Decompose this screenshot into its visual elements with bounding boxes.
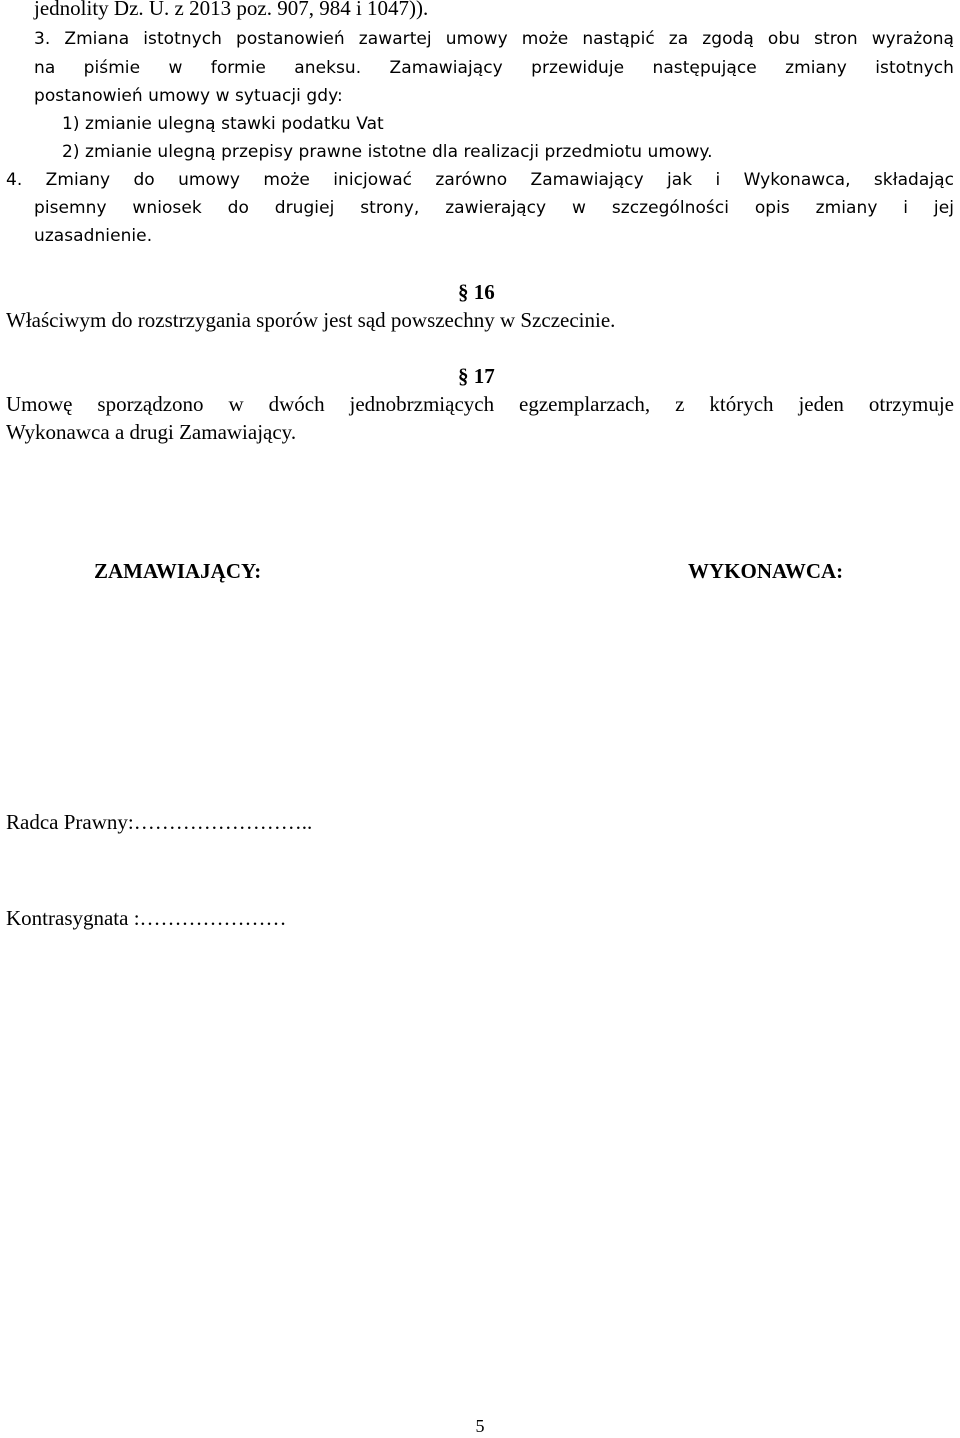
item-3-sub-1: 1) zmianie ulegną stawki podatku Vat <box>62 114 384 134</box>
signature-wykonawca: WYKONAWCA: <box>688 559 844 583</box>
item-4-line-1: 4. Zmiany do umowy może inicjować zarówno Zamawiający jak i Wykonawca, składając <box>6 170 954 190</box>
legal-reference-line: jednolity Dz. U. z 2013 poz. 907, 984 i 1047)). <box>34 0 429 20</box>
item-3-line-3: postanowień umowy w sytuacji gdy: <box>34 86 343 106</box>
item-3-line-2: na piśmie w formie aneksu. Zamawiający przewiduje następujące zmiany istotnych <box>34 58 954 78</box>
kontrasygnata-line: Kontrasygnata :………………… <box>6 906 287 930</box>
page-number: 5 <box>475 1416 485 1436</box>
signature-zamawiajacy: ZAMAWIAJĄCY: <box>94 559 262 583</box>
section-17-line-1: Umowę sporządzono w dwóch jednobrzmiących egzemplarzach, z których jeden otrzymuje <box>6 392 954 416</box>
section-16-heading: § 16 <box>458 280 495 304</box>
section-17-line-2: Wykonawca a drugi Zamawiający. <box>6 420 297 444</box>
item-4-line-3: uzasadnienie. <box>34 226 153 246</box>
item-3-sub-2: 2) zmianie ulegną przepisy prawne istotne dla realizacji przedmiotu umowy. <box>62 142 713 162</box>
section-17-heading: § 17 <box>458 364 495 388</box>
item-3-line-1: 3. Zmiana istotnych postanowień zawartej umowy może nastąpić za zgodą obu stron wyrażoną <box>34 29 954 49</box>
section-16-text: Właściwym do rozstrzygania sporów jest sąd powszechny w Szczecinie. <box>6 308 616 332</box>
item-4-line-2: pisemny wniosek do drugiej strony, zawierający w szczególności opis zmiany i jej <box>34 198 954 218</box>
radca-prawny-line: Radca Prawny:…………………….. <box>6 810 313 834</box>
